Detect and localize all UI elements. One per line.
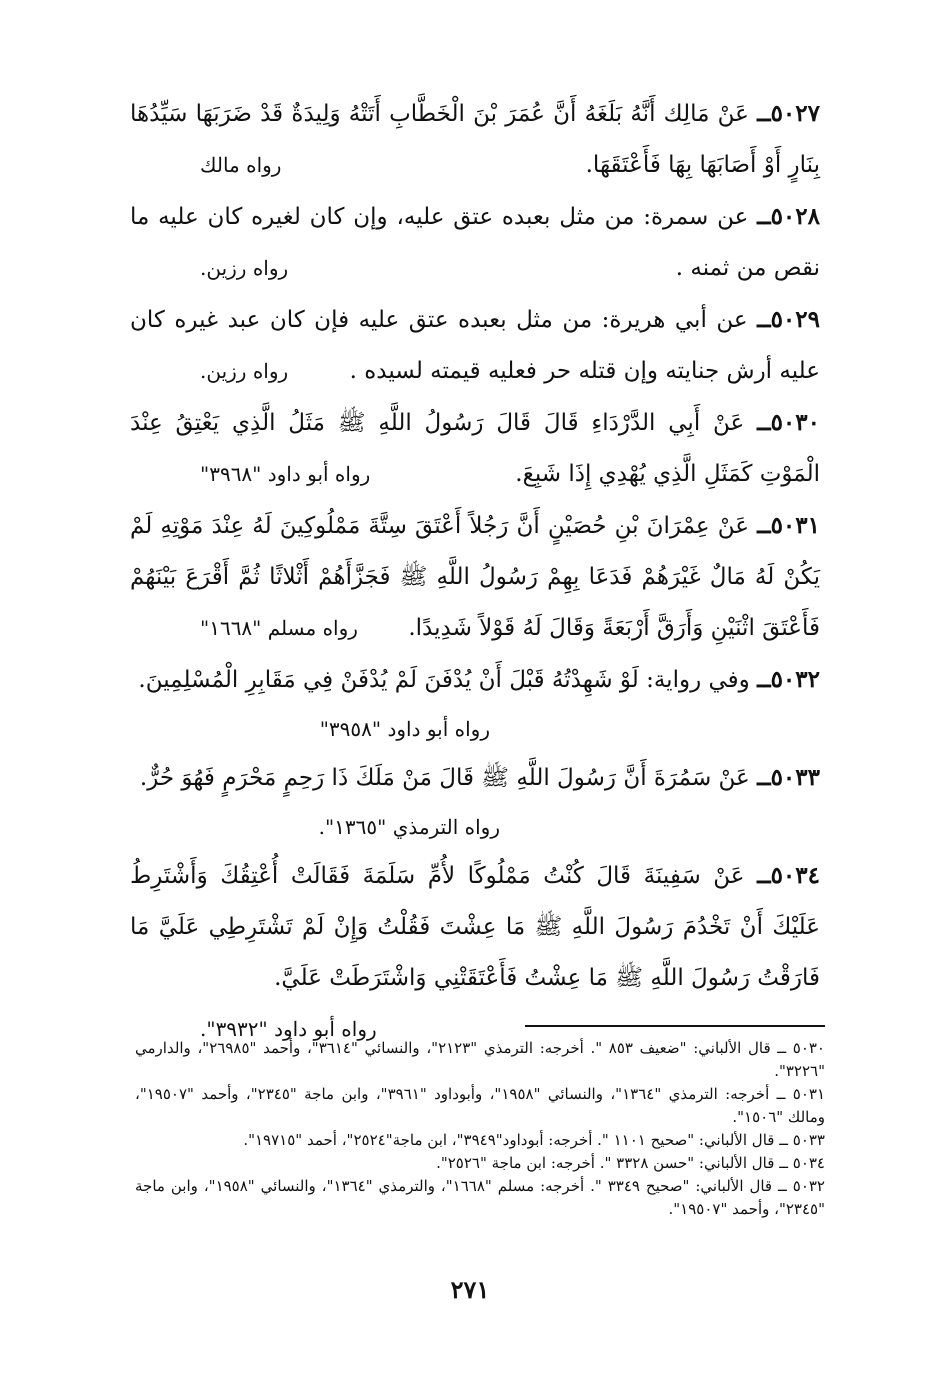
hadith-number: ٥٠٢٧ــ — [757, 100, 820, 127]
footnote-5033: ٥٠٣٣ ــ قال الألباني: "صحيح ١١٠١ ". أخرجه: أبوداود"٣٩٤٩"، ابن ماجة"٢٥٢٤"، أحمد "١٩٧١٥". — [243, 1131, 825, 1149]
hadith-source: رواه رزين. — [200, 359, 289, 383]
hadith-5030 — [130, 397, 820, 500]
hadith-source: رواه مسلم "١٦٦٨" — [200, 616, 358, 640]
hadith-source: رواه أبو داود "٣٩٣٢". — [200, 1017, 377, 1041]
hadith-5031 — [130, 500, 820, 654]
footnotes — [135, 1025, 825, 1221]
hadith-text: عَنْ مَالِك أَنَّهُ بَلَغَهُ أَنَّ عُمَرَ بْنَ الْخَطَّابِ أَتَتْهُ وَلِيدَةٌ قَدْ ضَرَبَهَا سَيِّدُهَا بِنَارٍ أَوْ أَصَابَهَا بِهَا فَأَعْتَقَهَا. — [130, 101, 820, 178]
footnote-5030: ٥٠٣٠ ــ قال الألباني: "ضعيف ٨٥٣ ". أخرجه: الترمذي "٢١٢٣"، والنسائي "٣٦١٤"، وأحمد "٢٦٩٨٥"، والدارمي "٣٢٢٦". — [135, 1039, 825, 1080]
footnote-divider — [525, 1025, 825, 1027]
hadith-text: وفي رواية: لَوْ شَهِدْتُهُ قَبْلَ أَنْ يُدْفَنَ لَمْ يُدْفَنْ فِي مَقَابِرِ الْمُسْلِمِينَ. — [138, 667, 750, 693]
hadith-number: ٥٠٣٣ــ — [757, 764, 820, 791]
hadith-text: عَنْ سَفِينَةَ قَالَ كُنْتُ مَمْلُوكًا لأُمِّ سَلَمَةَ فَقَالَتْ أُعْتِقُكَ وَأَشْتَرِطُ عَلَيْكَ أَنْ تَخْدُمَ رَسُولَ اللَّهِ ﷺ مَا عِشْتَ فَقُلْتُ وَإِنْ لَمْ تَشْتَرِطِي عَلَيَّ مَا فَارَقْتُ رَسُولَ اللَّهِ ﷺ مَا عِشْتُ فَأَعْتَقَتْنِي وَاشْتَرَطَتْ عَلَيَّ. — [130, 863, 820, 991]
hadith-text: عَنْ سَمُرَةَ أَنَّ رَسُولَ اللَّهِ ﷺ قَالَ مَنْ مَلَكَ ذَا رَحِمٍ مَحْرَمٍ فَهُوَ حُرٌّ. — [139, 765, 750, 791]
hadith-source: رواه أبو داود "٣٩٦٨" — [200, 462, 371, 486]
footnote-5032: ٥٠٣٢ ــ قال الألباني: "صحيح ٣٣٤٩ ". أخرجه: مسلم "١٦٦٨"، والترمذي "١٣٦٤"، والنسائي "١٩٥٨"، وابن ماجة "٢٣٤٥"، وأحمد "١٩٥٠٧". — [135, 1177, 825, 1218]
hadith-number: ٥٠٣٤ــ — [757, 862, 820, 889]
hadith-source: رواه الترمذي "١٣٦٥". — [318, 815, 500, 839]
footnote-5031: ٥٠٣١ ــ أخرجه: الترمذي "١٣٦٤"، والنسائي "١٩٥٨"، وأبوداود "٣٩٦١"، وابن ماجة "٢٣٤٥"، وأحمد "١٩٥٠٧"، ومالك "١٥٠٦". — [135, 1085, 826, 1126]
hadith-number: ٥٠٣٢ــ — [757, 666, 820, 693]
hadith-text: عَنْ عِمْرَانَ بْنِ حُصَيْنٍ أَنَّ رَجُلاً أَعْتَقَ سِتَّةَ مَمْلُوكِينَ لَهُ عِنْدَ مَوْتِهِ لَمْ يَكُنْ لَهُ مَالٌ غَيْرَهُمْ فَدَعَا بِهِمْ رَسُولُ اللَّهِ ﷺ فَجَزَّأَهُمْ أَثْلاثًا ثُمَّ أَقْرَعَ بَيْنَهُمْ فَأَعْتَقَ اثْنَيْنِ وَأَرَقَّ أَرْبَعَةً وَقَالَ لَهُ قَوْلاً شَدِيدًا. — [130, 513, 820, 641]
hadith-text: عَنْ أَبِي الدَّرْدَاءِ قَالَ قَالَ رَسُولُ اللَّهِ ﷺ مَثَلُ الَّذِي يَعْتِقُ عِنْدَ الْمَوْتِ كَمَثَلِ الَّذِي يُهْدِي إِذَا شَبِعَ. — [130, 410, 820, 487]
hadith-5032 — [130, 654, 820, 706]
main-text — [130, 88, 820, 1055]
hadith-number: ٥٠٣١ــ — [757, 512, 820, 539]
hadith-5033 — [130, 752, 820, 804]
hadith-number: ٥٠٢٩ــ — [757, 306, 820, 333]
hadith-5027 — [130, 88, 820, 191]
hadith-text: عن أبي هريرة: من مثل بعبده عتق عليه فإن كان عبد غيره كان عليه أرش جنايته وإن قتله حر فعليه قيمته لسيده . — [130, 307, 820, 384]
hadith-5034 — [130, 850, 820, 1041]
hadith-source: رواه رزين. — [200, 256, 289, 280]
footnote-5034: ٥٠٣٤ ــ قال الألباني: "حسن ٣٣٢٨ ". أخرجه: ابن ماجة "٢٥٢٦". — [436, 1154, 825, 1172]
page-number: ٢٧١ — [450, 1275, 490, 1304]
hadith-number: ٥٠٣٠ــ — [757, 409, 820, 436]
hadith-text: عن سمرة: من مثل بعبده عتق عليه، وإن كان لغيره كان عليه ما نقص من ثمنه . — [130, 204, 820, 281]
hadith-5029 — [130, 294, 820, 397]
hadith-number: ٥٠٢٨ــ — [757, 203, 820, 230]
hadith-5028 — [130, 191, 820, 294]
hadith-source: رواه مالك — [200, 153, 282, 177]
hadith-source: رواه أبو داود "٣٩٥٨" — [319, 717, 490, 741]
